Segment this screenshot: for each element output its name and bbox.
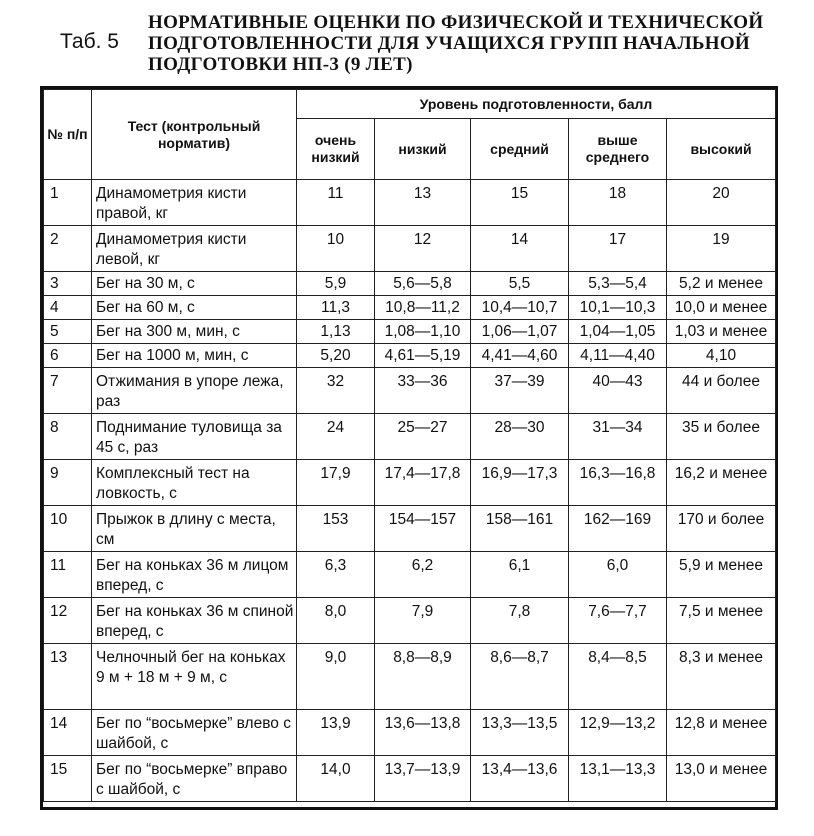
row-value: 13,7—13,9 xyxy=(375,756,471,802)
row-test-name: Бег на 60 м, с xyxy=(92,296,297,320)
row-value: 10,1—10,3 xyxy=(569,296,667,320)
row-value: 1,13 xyxy=(297,320,375,344)
row-value: 13,1—13,3 xyxy=(569,756,667,802)
row-test-name: Бег на 30 м, с xyxy=(92,272,297,296)
row-value: 9,0 xyxy=(297,644,375,710)
row-test-name: Отжимания в упоре лежа, раз xyxy=(92,368,297,414)
row-value: 8,0 xyxy=(297,598,375,644)
header-num: № п/п xyxy=(44,90,92,180)
row-value: 13 xyxy=(375,180,471,226)
table-row xyxy=(44,180,776,226)
row-value: 1,08—1,10 xyxy=(375,320,471,344)
row-value: 1,03 и менее xyxy=(667,320,776,344)
row-value: 19 xyxy=(667,226,776,272)
row-value: 13,9 xyxy=(297,710,375,756)
table-row xyxy=(44,598,776,644)
row-value: 10,4—10,7 xyxy=(471,296,569,320)
row-value: 15 xyxy=(471,180,569,226)
row-number: 10 xyxy=(44,506,92,552)
row-value: 5,3—5,4 xyxy=(569,272,667,296)
row-value: 16,3—16,8 xyxy=(569,460,667,506)
row-value: 33—36 xyxy=(375,368,471,414)
row-value: 153 xyxy=(297,506,375,552)
row-value: 17,4—17,8 xyxy=(375,460,471,506)
row-value: 5,5 xyxy=(471,272,569,296)
header-level-low: низкий xyxy=(375,119,471,180)
row-test-name: Бег на коньках 36 м спиной вперед, с xyxy=(92,598,297,644)
table-row xyxy=(44,272,776,296)
row-number: 15 xyxy=(44,756,92,802)
table-row xyxy=(44,414,776,460)
row-test-name: Бег по “восьмерке” влево с шайбой, с xyxy=(92,710,297,756)
row-number: 6 xyxy=(44,344,92,368)
table-row xyxy=(44,756,776,802)
row-test-name: Прыжок в длину с места, см xyxy=(92,506,297,552)
row-value: 8,3 и менее xyxy=(667,644,776,710)
table-row xyxy=(44,368,776,414)
row-value: 8,4—8,5 xyxy=(569,644,667,710)
row-value: 35 и более xyxy=(667,414,776,460)
row-value: 158—161 xyxy=(471,506,569,552)
row-value: 40—43 xyxy=(569,368,667,414)
row-value: 31—34 xyxy=(569,414,667,460)
row-value: 7,9 xyxy=(375,598,471,644)
table-row xyxy=(44,296,776,320)
table-caption: Таб. 5 xyxy=(60,30,119,53)
row-value: 170 и более xyxy=(667,506,776,552)
row-value: 5,9 xyxy=(297,272,375,296)
table-title: НОРМАТИВНЫЕ ОЦЕНКИ ПО ФИЗИЧЕСКОЙ И ТЕХНИЧЕСКОЙ ПОДГОТОВЛЕННОСТИ ДЛЯ УЧАЩИХСЯ ГРУПП НАЧАЛЬНОЙ ПОДГОТОВКИ НП-3 (9 ЛЕТ) xyxy=(148,12,764,75)
row-value: 32 xyxy=(297,368,375,414)
row-value: 4,41—4,60 xyxy=(471,344,569,368)
row-value: 10 xyxy=(297,226,375,272)
row-value: 24 xyxy=(297,414,375,460)
row-test-name: Динамометрия кисти левой, кг xyxy=(92,226,297,272)
row-test-name: Бег по “восьмерке” вправо с шайбой, с xyxy=(92,756,297,802)
row-value: 13,4—13,6 xyxy=(471,756,569,802)
row-test-name: Поднимание туловища за 45 с, раз xyxy=(92,414,297,460)
table-row xyxy=(44,552,776,598)
row-value: 18 xyxy=(569,180,667,226)
header-level: Уровень подготовленности, балл xyxy=(297,90,776,119)
row-value: 13,6—13,8 xyxy=(375,710,471,756)
row-value: 4,11—4,40 xyxy=(569,344,667,368)
row-number: 2 xyxy=(44,226,92,272)
table-row xyxy=(44,710,776,756)
row-value: 8,8—8,9 xyxy=(375,644,471,710)
table-row xyxy=(44,644,776,710)
row-value: 4,10 xyxy=(667,344,776,368)
row-number: 9 xyxy=(44,460,92,506)
row-value: 11,3 xyxy=(297,296,375,320)
row-value: 6,2 xyxy=(375,552,471,598)
row-value: 7,8 xyxy=(471,598,569,644)
row-test-name: Бег на 1000 м, мин, с xyxy=(92,344,297,368)
row-value: 1,06—1,07 xyxy=(471,320,569,344)
row-number: 5 xyxy=(44,320,92,344)
row-number: 11 xyxy=(44,552,92,598)
row-value: 20 xyxy=(667,180,776,226)
row-value: 6,0 xyxy=(569,552,667,598)
row-value: 5,6—5,8 xyxy=(375,272,471,296)
row-value: 44 и более xyxy=(667,368,776,414)
row-test-name: Бег на 300 м, мин, с xyxy=(92,320,297,344)
row-test-name: Бег на коньках 36 м лицом вперед, с xyxy=(92,552,297,598)
row-test-name: Динамометрия кисти правой, кг xyxy=(92,180,297,226)
row-value: 154—157 xyxy=(375,506,471,552)
row-value: 5,2 и менее xyxy=(667,272,776,296)
row-value: 162—169 xyxy=(569,506,667,552)
table-row xyxy=(44,344,776,368)
row-number: 8 xyxy=(44,414,92,460)
row-value: 12 xyxy=(375,226,471,272)
row-value: 13,3—13,5 xyxy=(471,710,569,756)
row-value: 25—27 xyxy=(375,414,471,460)
table-row xyxy=(44,460,776,506)
row-value: 37—39 xyxy=(471,368,569,414)
row-test-name: Челночный бег на коньках 9 м + 18 м + 9 м, с xyxy=(92,644,297,710)
row-value: 12,9—13,2 xyxy=(569,710,667,756)
row-number: 14 xyxy=(44,710,92,756)
row-value: 16,2 и менее xyxy=(667,460,776,506)
row-value: 1,04—1,05 xyxy=(569,320,667,344)
row-number: 1 xyxy=(44,180,92,226)
table-row xyxy=(44,320,776,344)
table-row xyxy=(44,506,776,552)
row-value: 28—30 xyxy=(471,414,569,460)
table-row xyxy=(44,226,776,272)
row-test-name: Комплексный тест на ловкость, с xyxy=(92,460,297,506)
row-value: 8,6—8,7 xyxy=(471,644,569,710)
row-value: 14 xyxy=(471,226,569,272)
row-number: 13 xyxy=(44,644,92,710)
row-value: 7,6—7,7 xyxy=(569,598,667,644)
row-number: 12 xyxy=(44,598,92,644)
row-value: 17 xyxy=(569,226,667,272)
row-number: 4 xyxy=(44,296,92,320)
row-number: 7 xyxy=(44,368,92,414)
row-value: 14,0 xyxy=(297,756,375,802)
row-value: 12,8 и менее xyxy=(667,710,776,756)
row-value: 5,9 и менее xyxy=(667,552,776,598)
row-value: 4,61—5,19 xyxy=(375,344,471,368)
row-number: 3 xyxy=(44,272,92,296)
header-level-above-medium: выше среднего xyxy=(569,119,667,180)
row-value: 13,0 и менее xyxy=(667,756,776,802)
row-value: 17,9 xyxy=(297,460,375,506)
row-value: 7,5 и менее xyxy=(667,598,776,644)
header-level-high: высокий xyxy=(667,119,776,180)
row-value: 16,9—17,3 xyxy=(471,460,569,506)
row-value: 6,1 xyxy=(471,552,569,598)
row-value: 11 xyxy=(297,180,375,226)
row-value: 5,20 xyxy=(297,344,375,368)
row-value: 10,8—11,2 xyxy=(375,296,471,320)
row-value: 6,3 xyxy=(297,552,375,598)
norms-table xyxy=(43,89,776,802)
header-test: Тест (контрольный норматив) xyxy=(92,90,297,180)
header-level-very-low: очень низкий xyxy=(297,119,375,180)
row-value: 10,0 и менее xyxy=(667,296,776,320)
header-level-medium: средний xyxy=(471,119,569,180)
